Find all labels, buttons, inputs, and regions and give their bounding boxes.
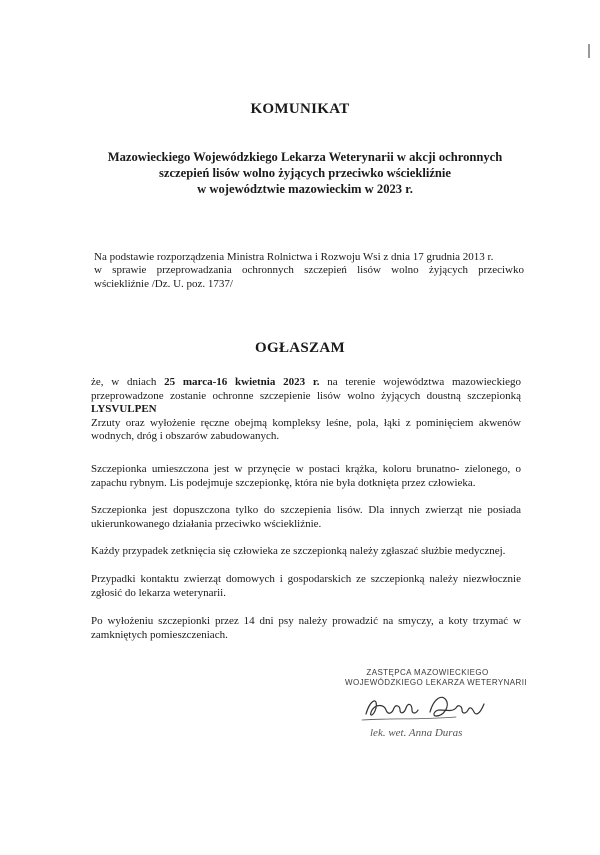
document-subtitle [60,149,550,197]
announcement-intro: że, w dniach [91,376,165,388]
subtitle-line-1: Mazowieckiego Wojewódzkiego Lekarza Weterynarii w akcji ochronnych [107,150,503,164]
signatory-name: lek. wet. Anna Duras [370,727,463,739]
paragraph-human-contact [91,545,521,559]
paragraph-pets-line-2: zamkniętych pomieszczeniach. [91,628,228,641]
paragraph-target-species [91,504,521,531]
announcement-line-1 [91,376,521,390]
vaccine-name [91,403,521,417]
paragraph-pets-line-1: Po wyłożeniu szczepionki przez 14 dni psy należy prowadzić na smyczy, a koty trzymać w [91,615,521,627]
paragraph-bait [91,463,521,490]
stamp-line-1: ZASTĘPCA MAZOWIECKIEGO [366,668,489,677]
handwritten-signature [360,690,500,724]
paragraph-animal-line-1: Przypadki kontaktu zwierząt domowych i gospodarskich ze szczepionką należy niezwłocznie [91,573,521,585]
paragraph-bait-line-2: zapachu rybnym. Lis podejmuje szczepionkę, która nie była dotknięta przez człowieka. [91,476,476,489]
stamp-line-2: WOJEWÓDZKIEGO LEKARZA WETERYNARII [345,678,527,687]
subtitle-line-2: szczepień lisów wolno żyjących przeciwko wściekliźnie [158,166,452,180]
section-heading: OGŁASZAM [255,340,345,356]
document-title: KOMUNIKAT [250,101,350,117]
paragraph-animal-contact [91,573,521,600]
vaccine-name-text: LYSVULPEN [91,403,157,415]
legal-basis-line-1: Na podstawie rozporządzenia Ministra Rolnictwa i Rozwoju Wsi z dnia 17 grudnia 2013 r. [94,251,494,263]
announcement-line-4: Zrzuty oraz wyłożenie ręczne obejmą kompleksy leśne, pola, łąki z pominięciem akwenów [91,416,521,429]
announcement-line-2: przeprowadzone zostanie ochronne szczepienie lisów wolno żyjących doustną szczepionką [91,389,521,402]
paragraph-human-line-1: Każdy przypadek zetknięcia się człowieka ze szczepionką należy zgłaszać służbie medycznej. [91,545,506,557]
paragraph-target-line-2: ukierunkowanego działania przeciwko wściekliźnie. [91,517,322,530]
subtitle-line-3: w województwie mazowieckim w 2023 r. [197,182,413,196]
legal-basis-line-3: wściekliźnie /Dz. U. poz. 1737/ [94,277,233,290]
paragraph-target-line-1: Szczepionka jest dopuszczona tylko do szczepienia lisów. Dla innych zwierząt nie posiada [91,504,521,516]
paragraph-pets [91,615,521,642]
paragraph-bait-line-1: Szczepionka umieszczona jest w przynęcie w postaci krążka, koloru brunatno- zielonego, o [91,463,521,475]
legal-basis [94,251,524,291]
campaign-dates: 25 marca-16 kwietnia 2023 r. [164,376,320,388]
scan-edge-mark [588,44,590,58]
legal-basis-line-2: w sprawie przeprowadzania ochronnych szczepień lisów wolno żyjących przeciwko [94,264,524,277]
announcement-line-5: wodnych, dróg i obszarów zabudowanych. [91,430,280,442]
official-stamp [345,668,527,688]
announcement-paragraph [91,376,521,444]
announcement-region: na terenie województwa mazowieckiego [319,376,522,388]
paragraph-animal-line-2: zgłosić do lekarza weterynarii. [91,586,226,599]
